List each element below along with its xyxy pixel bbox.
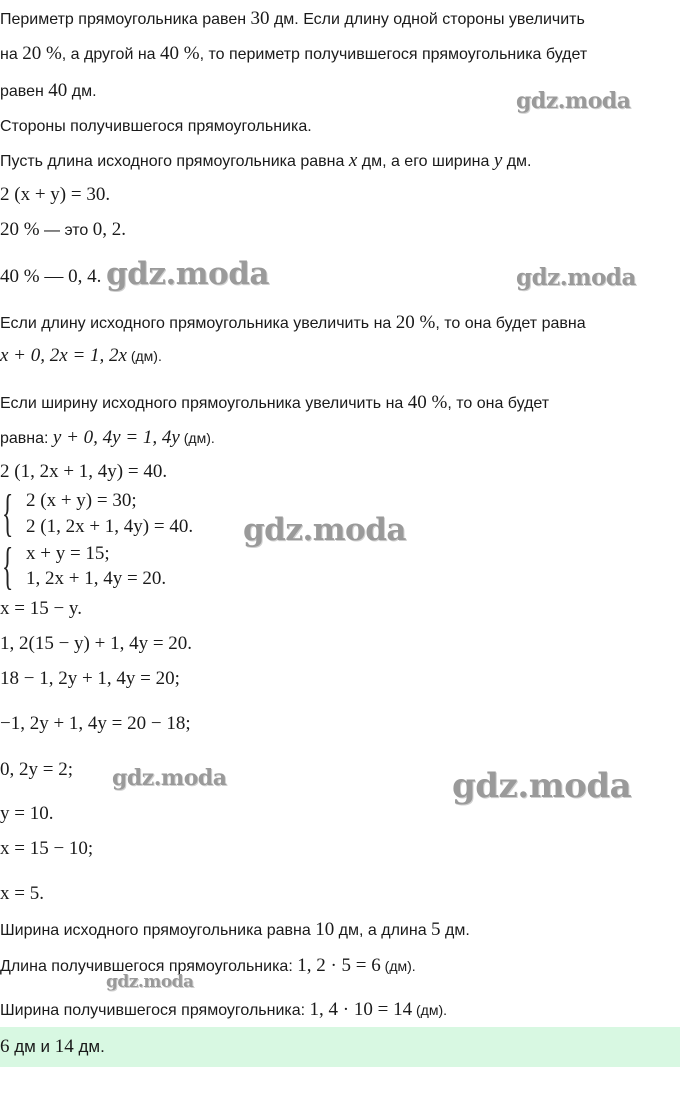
math: 40 % [407, 392, 448, 413]
math: 30 [250, 8, 270, 29]
math: 20 % [395, 312, 436, 333]
problem-question: Стороны получившегося прямоугольника. [0, 118, 312, 135]
percent-40-line: 40 % — 0, 4. [0, 266, 102, 287]
math: x + 0, 2x = 1, 2x [0, 345, 127, 366]
text: (дм). [179, 430, 215, 446]
step-3: 18 − 1, 2y + 1, 4y = 20; [0, 668, 180, 689]
math: 0, 2. [92, 219, 127, 240]
equation-perimeter: 2 (x + y) = 30. [0, 184, 111, 205]
system-2-row-1: x + y = 15; [26, 543, 110, 564]
answer [0, 1036, 105, 1058]
text: равен [0, 83, 49, 100]
step-8: x = 5. [0, 883, 44, 904]
text: дм. Если длину одной стороны увеличить [269, 11, 585, 28]
text: , то периметр получившегося прямоугольника будет [199, 46, 588, 63]
step-2: 1, 2(15 − y) + 1, 4y = 20. [0, 633, 193, 654]
watermark-logo: gdz.moda [112, 765, 227, 791]
percent-20-line [0, 219, 126, 242]
text: — это [39, 222, 93, 239]
math: 10 [315, 919, 335, 940]
width-expression [0, 427, 215, 450]
text: Длина получившегося прямоугольника: [0, 958, 298, 975]
width-text [0, 392, 549, 415]
var: y [493, 150, 503, 171]
math: y + 0, 4y = 1, 4y [52, 427, 180, 448]
let-line [0, 150, 531, 173]
step-1: x = 15 − y. [0, 598, 82, 619]
step-4: −1, 2y + 1, 4y = 20 − 18; [0, 713, 191, 734]
text: дм. [502, 153, 532, 170]
text: Ширина исходного прямоугольника равна [0, 922, 316, 939]
text: Пусть длина исходного прямоугольника равна [0, 153, 349, 170]
length-expression [0, 345, 162, 368]
text: на [0, 46, 23, 63]
text: Если длину исходного прямоугольника увеличить на [0, 315, 396, 332]
math: 40 [48, 80, 68, 101]
step-7: x = 15 − 10; [0, 838, 94, 859]
var: x [348, 150, 358, 171]
math: 14 [54, 1036, 74, 1057]
text: (дм). [380, 958, 416, 974]
problem-line-2 [0, 43, 587, 66]
watermark-logo: gdz.moda [106, 972, 194, 992]
new-width [0, 999, 447, 1022]
new-length [0, 955, 416, 978]
math: 5 [431, 919, 441, 940]
math: 40 % [160, 43, 200, 64]
text: равна: [0, 430, 53, 447]
equation-new-perimeter: 2 (1, 2x + 1, 4y) = 40. [0, 461, 168, 482]
problem-line-1 [0, 8, 585, 31]
watermark-logo: gdz.moda [516, 88, 631, 114]
math: 20 % [0, 219, 40, 240]
text: , то она будет [447, 395, 550, 412]
system-1-row-1: 2 (x + y) = 30; [26, 490, 137, 511]
text: Ширина получившегося прямоугольника: [0, 1002, 310, 1019]
step-5: 0, 2y = 2; [0, 759, 73, 780]
text: дм, а длина [334, 922, 432, 939]
math: 1, 2 · 5 = 6 [297, 955, 381, 976]
text: дм. [67, 83, 97, 100]
math: 6 [0, 1036, 10, 1057]
watermark-logo: gdz.moda [452, 766, 632, 806]
problem-line-3 [0, 80, 97, 103]
watermark-logo: gdz.moda [243, 512, 406, 548]
system-2-row-2: 1, 2x + 1, 4y = 20. [26, 568, 167, 589]
text: , а другой на [61, 46, 160, 63]
original-dimensions [0, 919, 470, 942]
math: 20 % [22, 43, 62, 64]
system-brace-2: { [2, 538, 14, 595]
length-text [0, 312, 586, 335]
system-1-row-2: 2 (1, 2x + 1, 4y) = 40. [26, 516, 194, 537]
text: дм и [9, 1037, 55, 1056]
math: 1, 4 · 10 = 14 [309, 999, 413, 1020]
watermark-logo: gdz.moda [106, 256, 269, 292]
step-6: y = 10. [0, 803, 54, 824]
watermark-logo: gdz.moda [516, 264, 636, 291]
system-brace-1: { [2, 485, 14, 542]
text: Периметр прямоугольника равен [0, 11, 251, 28]
text: дм, а его ширина [357, 153, 494, 170]
text: (дм). [126, 348, 162, 364]
text: Если ширину исходного прямоугольника увеличить на [0, 395, 408, 412]
text: дм. [73, 1037, 105, 1056]
text: , то она будет равна [435, 315, 586, 332]
text: (дм). [412, 1002, 447, 1018]
text: дм. [440, 922, 470, 939]
